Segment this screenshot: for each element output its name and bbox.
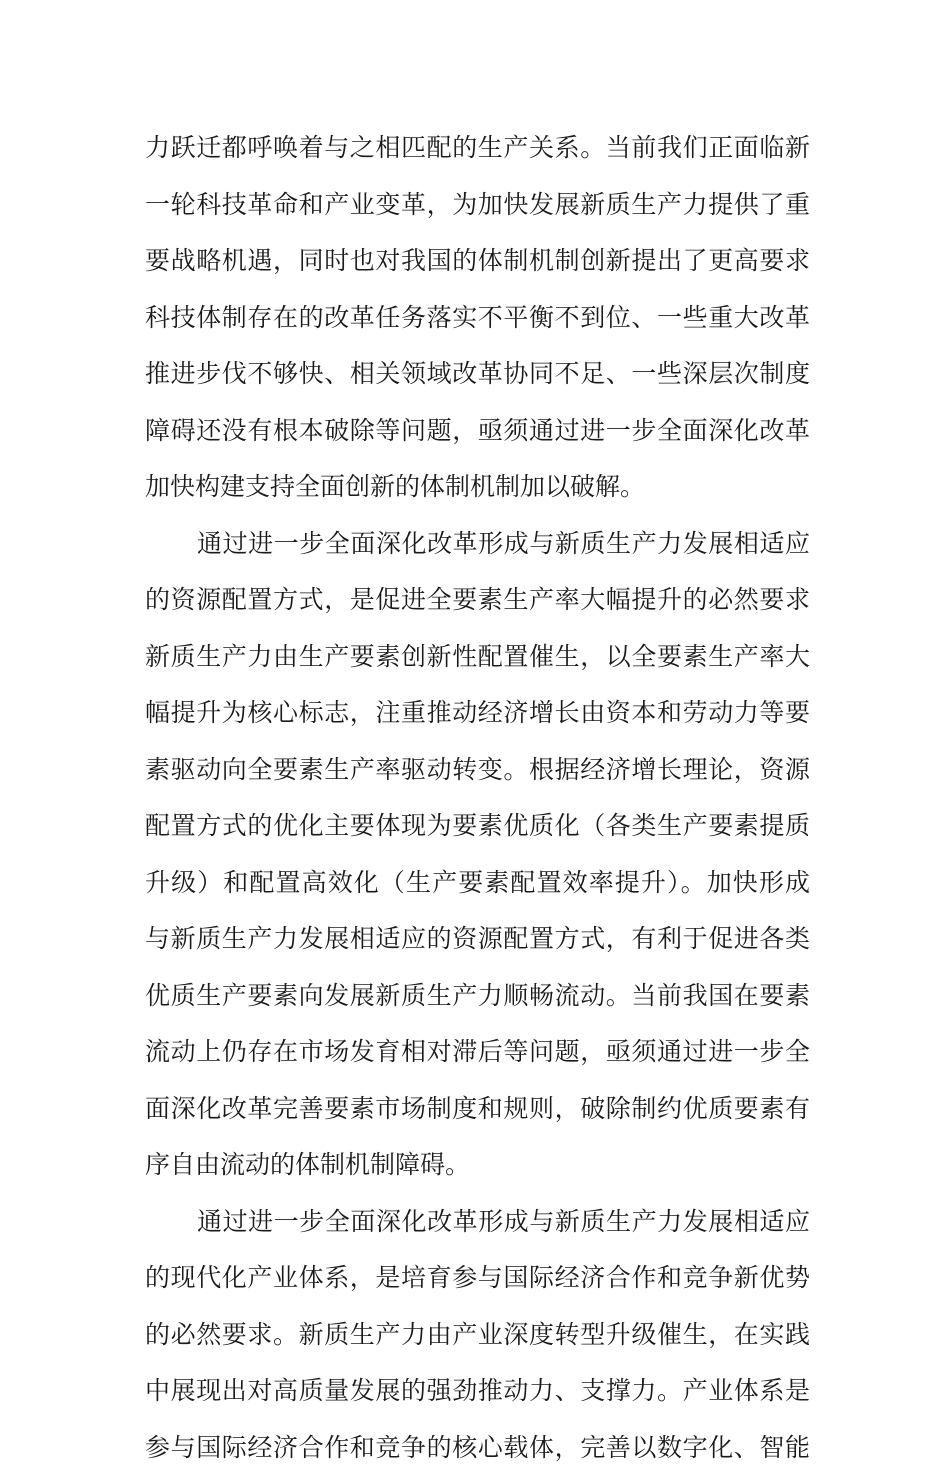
text-line: 参与国际经济合作和竞争的核心载体，完善以数字化、智能 [145,1432,810,1462]
text-line: 一轮科技革命和产业变革，为加快发展新质生产力提供了重 [145,189,810,219]
text-line: 中展现出对高质量发展的强劲推动力、支撑力。产业体系是 [145,1376,810,1405]
text-line: 加快构建支持全面创新的体制机制加以破解。 [145,472,646,501]
text-line: 与新质生产力发展相适应的资源配置方式，有利于促进各类 [145,924,810,953]
text-line: 的必然要求。新质生产力由产业深度转型升级催生，在实践 [145,1319,810,1349]
text-line: 推进步伐不够快、相关领域改革协同不足、一些深层次制度 [145,359,810,388]
text-line: 障碍还没有根本破除等问题，亟须通过进一步全面深化改革 [145,415,810,445]
paragraph-first-line: 通过进一步全面深化改革形成与新质生产力发展相适应 [197,1206,810,1236]
text-line: 要战略机遇，同时也对我国的体制机制创新提出了更高要求 [145,246,810,275]
text-line: 新质生产力由生产要素创新性配置催生，以全要素生产率大 [145,641,810,671]
text-line: 序自由流动的体制机制障碍。 [145,1150,471,1179]
text-line: 升级）和配置高效化（生产要素配置效率提升）。加快形成 [145,867,810,897]
text-line: 面深化改革完善要素市场制度和规则，破除制约优质要素有 [145,1093,810,1123]
text-line: 素驱动向全要素生产率驱动转变。根据经济增长理论，资源 [145,754,810,784]
text-line: 优质生产要素向发展新质生产力顺畅流动。当前我国在要素 [145,980,810,1010]
text-line: 配置方式的优化主要体现为要素优质化（各类生产要素提质 [145,811,810,840]
text-line: 科技体制存在的改革任务落实不平衡不到位、一些重大改革 [145,302,810,332]
text-line: 幅提升为核心标志，注重推动经济增长由资本和劳动力等要 [145,698,810,727]
text-line: 的现代化产业体系，是培育参与国际经济合作和竞争新优势 [145,1263,810,1292]
text-line: 力跃迁都呼唤着与之相匹配的生产关系。当前我们正面临新 [145,133,810,162]
text-line: 的资源配置方式，是促进全要素生产率大幅提升的必然要求 [145,585,810,614]
text-line: 流动上仍存在市场发育相对滞后等问题，亟须通过进一步全 [145,1037,810,1066]
paragraph-first-line: 通过进一步全面深化改革形成与新质生产力发展相适应 [197,528,810,558]
